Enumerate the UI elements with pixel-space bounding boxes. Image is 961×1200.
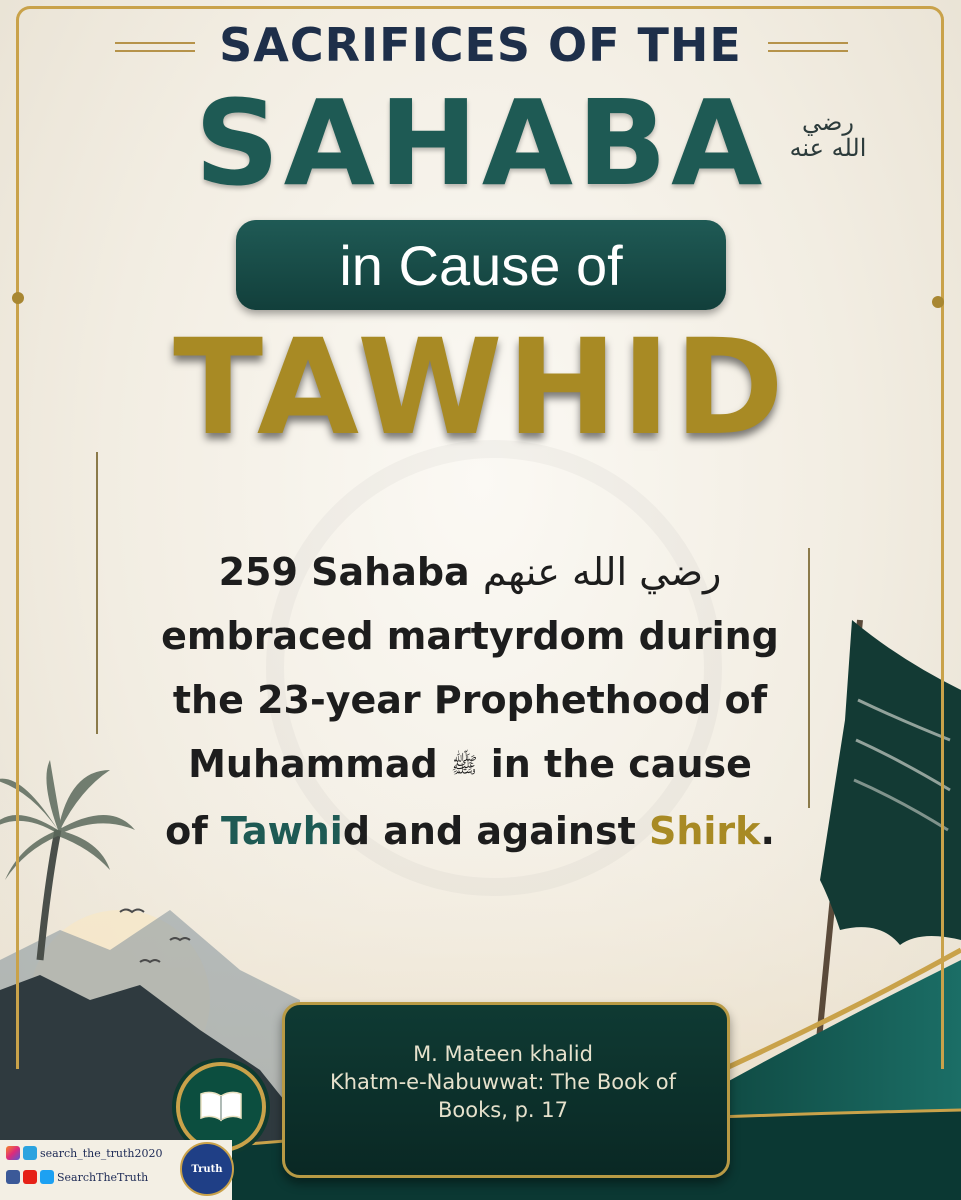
book-icon-badge: [176, 1062, 266, 1152]
youtube-icon[interactable]: [23, 1170, 37, 1184]
open-book-icon: [198, 1090, 244, 1124]
social-handle-1[interactable]: search_the_truth2020: [40, 1146, 163, 1160]
subtitle-pill: in Cause of: [236, 220, 726, 310]
salawat-symbol: ﷺ: [450, 753, 478, 779]
frame-dot-right: [932, 296, 944, 308]
honorific-calligraphy: رضي الله عنه: [789, 107, 867, 162]
instagram-icon[interactable]: [6, 1146, 20, 1160]
shirk-highlight: Shirk: [648, 808, 761, 853]
line-1: 259 Sahaba رضي الله عنهم: [218, 550, 722, 594]
twitter-icon[interactable]: [40, 1170, 54, 1184]
line-5: of Tawhid and against Shirk.: [165, 808, 775, 853]
line-4: Muhammad ﷺ in the cause: [188, 742, 752, 786]
reference-book: Khatm-e-Nabuwwat: The Book of Books, p. 17: [329, 1070, 677, 1122]
divider-left: [96, 452, 98, 734]
facebook-icon[interactable]: [6, 1170, 20, 1184]
reference-text: [300, 1040, 706, 1124]
telegram-icon[interactable]: [23, 1146, 37, 1160]
line-3: the 23-year Prophethood of: [172, 678, 768, 722]
title-sahaba: SAHABA: [194, 74, 767, 212]
reference-author: M. Mateen khalid: [413, 1042, 593, 1066]
social-row-2: [6, 1170, 148, 1184]
title-line-1: SACRIFICES OF THE: [219, 18, 742, 72]
social-handle-2[interactable]: SearchTheTruth: [57, 1170, 149, 1184]
main-statement: [110, 540, 830, 863]
tawhid-highlight: Tawhi: [220, 808, 343, 853]
line-2: embraced martyrdom during: [161, 614, 779, 658]
social-row-1: [6, 1146, 163, 1160]
title-tawhid: TAWHID: [173, 311, 788, 465]
channel-logo: Truth: [180, 1142, 234, 1196]
frame-dot-left: [12, 292, 24, 304]
arabic-honorific: رضي الله عنهم: [482, 550, 722, 594]
